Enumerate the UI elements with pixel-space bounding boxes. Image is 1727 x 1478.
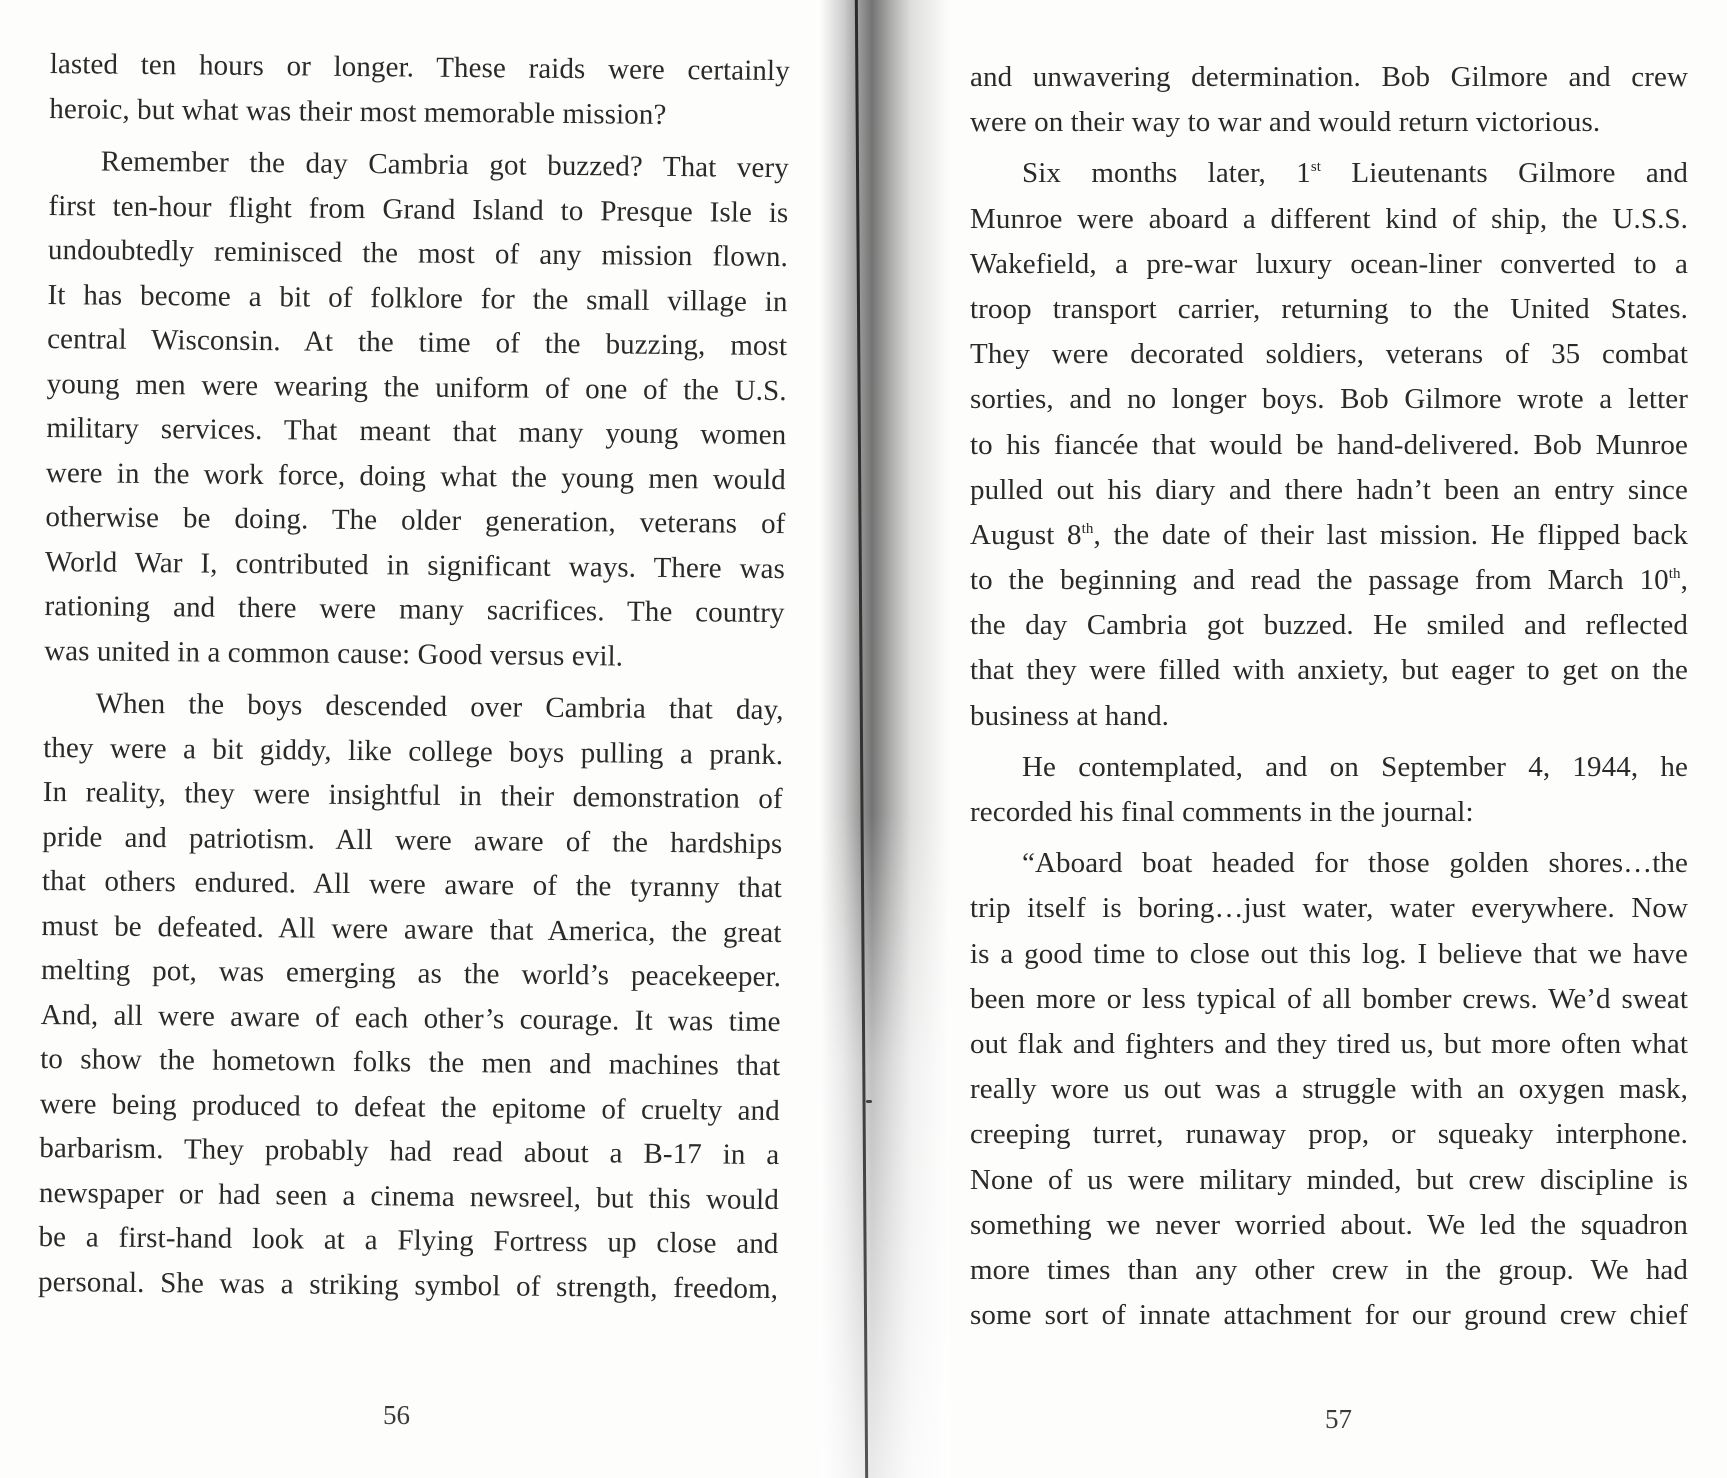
text-line: is a good time to close out this log. I believe that we have	[970, 937, 1688, 970]
text-line: something we never worried about. We led the squadron	[970, 1208, 1688, 1241]
text-line: to show the hometown folks the men and machines that	[40, 1042, 781, 1083]
text-line: Munroe were aboard a different kind of ship, the U.S.S.	[970, 202, 1688, 235]
text-segment: , the date of their last mission. He flipped back	[1093, 518, 1688, 551]
superscript: st	[1310, 159, 1322, 176]
text-line: heroic, but what was their most memorable mission?	[49, 92, 667, 131]
text-line: It has become a bit of folklore for the small village in	[47, 278, 788, 318]
text-line: out flak and fighters and they tired us, but more often what	[970, 1027, 1688, 1060]
text-line: more times than any other crew in the group. We had	[970, 1253, 1688, 1286]
page-number-left: 56	[383, 1400, 410, 1430]
text-line: central Wisconsin. At the time of the buzzing, most	[46, 322, 788, 363]
left-page-body	[38, 42, 790, 1311]
text-line: some sort of innate attachment for our ground crew chief	[970, 1299, 1688, 1332]
text-line: rationing and there were many sacrifices. The country	[44, 589, 785, 630]
page-number-right: 57	[1325, 1404, 1352, 1434]
text-line: business at hand.	[970, 699, 1170, 732]
text-line: He contemplated, and on September 4, 1944, he	[1022, 750, 1688, 783]
text-line: were being produced to defeat the epitome of cruelty and	[39, 1087, 780, 1127]
text-line: pulled out his diary and there hadn’t been an entry since	[970, 473, 1688, 506]
text-line: melting pot, was emerging as the world’s peacekeeper.	[40, 953, 782, 994]
text-line: Remember the day Cambria got buzzed? That very	[100, 145, 789, 185]
paragraph	[970, 151, 1688, 738]
text-segment: ,	[1680, 564, 1688, 597]
text-line	[970, 151, 1688, 196]
text-line: really wore us out was a struggle with an oxygen mask,	[970, 1073, 1688, 1106]
text-line: young men were wearing the uniform of one of the U.S.	[46, 367, 787, 407]
text-line: was united in a common cause: Good versus evil.	[44, 634, 624, 673]
text-line: were on their way to war and would return victorious.	[970, 106, 1601, 139]
text-line	[970, 558, 1688, 603]
text-line: must be defeated. All were aware that America, the great	[41, 909, 782, 949]
text-line: be a first-hand look at a Flying Fortress up close and	[38, 1220, 779, 1261]
text-line: first ten-hour flight from Grand Island to Presque Isle is	[48, 189, 789, 229]
text-line: In reality, they were insightful in their demonstration of	[42, 775, 783, 816]
text-line: World War I, contributed in significant ways. There was	[44, 545, 786, 585]
paragraph	[970, 745, 1688, 835]
right-page-body	[970, 55, 1688, 1338]
text-line: been more or less typical of all bomber crews. We’d sweat	[970, 982, 1688, 1015]
text-line: creeping turret, runaway prop, or squeaky interphone.	[970, 1118, 1688, 1151]
text-line: “Aboard boat headed for those golden shores…the	[1022, 847, 1688, 880]
paragraph	[970, 841, 1688, 1338]
superscript: th	[1081, 520, 1094, 537]
text-line: newspaper or had seen a cinema newsreel, but this would	[38, 1176, 780, 1216]
text-line: recorded his final comments in the journal:	[970, 796, 1474, 828]
text-line: military services. That meant that many young women	[46, 411, 787, 452]
text-line: that others endured. All were aware of the tyranny that	[41, 864, 783, 905]
paragraph	[970, 55, 1688, 145]
text-line	[970, 513, 1688, 558]
text-line: were in the work force, doing what the young men would	[45, 456, 786, 496]
scan-speck	[866, 1100, 872, 1103]
text-line: None of us were military minded, but crew discipline is	[970, 1163, 1688, 1196]
text-line: sorties, and no longer boys. Bob Gilmore wrote a letter	[970, 383, 1688, 416]
paragraph	[44, 139, 789, 680]
text-line: Wakefield, a pre-war luxury ocean-liner converted to a	[970, 247, 1688, 280]
text-line: They were decorated soldiers, veterans of 35 combat	[970, 338, 1688, 371]
paragraph	[49, 42, 790, 138]
text-line: and unwavering determination. Bob Gilmore and crew	[970, 61, 1688, 93]
paragraph	[38, 681, 784, 1311]
text-line: pride and patriotism. All were aware of the hardships	[42, 820, 783, 860]
text-segment: Six months later, 1	[1022, 157, 1311, 190]
book-gutter-shadow	[820, 0, 950, 1478]
text-segment: August 8	[970, 518, 1082, 551]
text-line: that they were filled with anxiety, but eager to get on the	[970, 654, 1688, 687]
text-line: otherwise be doing. The older generation, veterans of	[45, 500, 786, 541]
text-line: trip itself is boring…just water, water everywhere. Now	[970, 892, 1688, 925]
text-line: they were a bit giddy, like college boys pulling a prank.	[43, 731, 784, 771]
superscript: th	[1668, 566, 1681, 583]
text-line: And, all were aware of each other’s courage. It was time	[40, 998, 781, 1038]
text-line: to his fiancée that would be hand-delivered. Bob Munroe	[970, 428, 1688, 461]
text-line: personal. She was a striking symbol of strength, freedom,	[37, 1265, 779, 1305]
text-line: barbarism. They probably had read about a B-17 in a	[39, 1131, 780, 1172]
text-line: lasted ten hours or longer. These raids were certainly	[49, 47, 790, 88]
text-line: When the boys descended over Cambria that day,	[95, 687, 784, 727]
text-line: the day Cambria got buzzed. He smiled and reflected	[970, 609, 1688, 642]
text-segment: to the beginning and read the passage from March 10	[970, 564, 1669, 597]
text-segment: Lieutenants Gilmore and	[1321, 157, 1688, 190]
text-line: troop transport carrier, returning to the United States.	[970, 292, 1688, 325]
text-line: undoubtedly reminisced the most of any mission flown.	[47, 233, 789, 274]
